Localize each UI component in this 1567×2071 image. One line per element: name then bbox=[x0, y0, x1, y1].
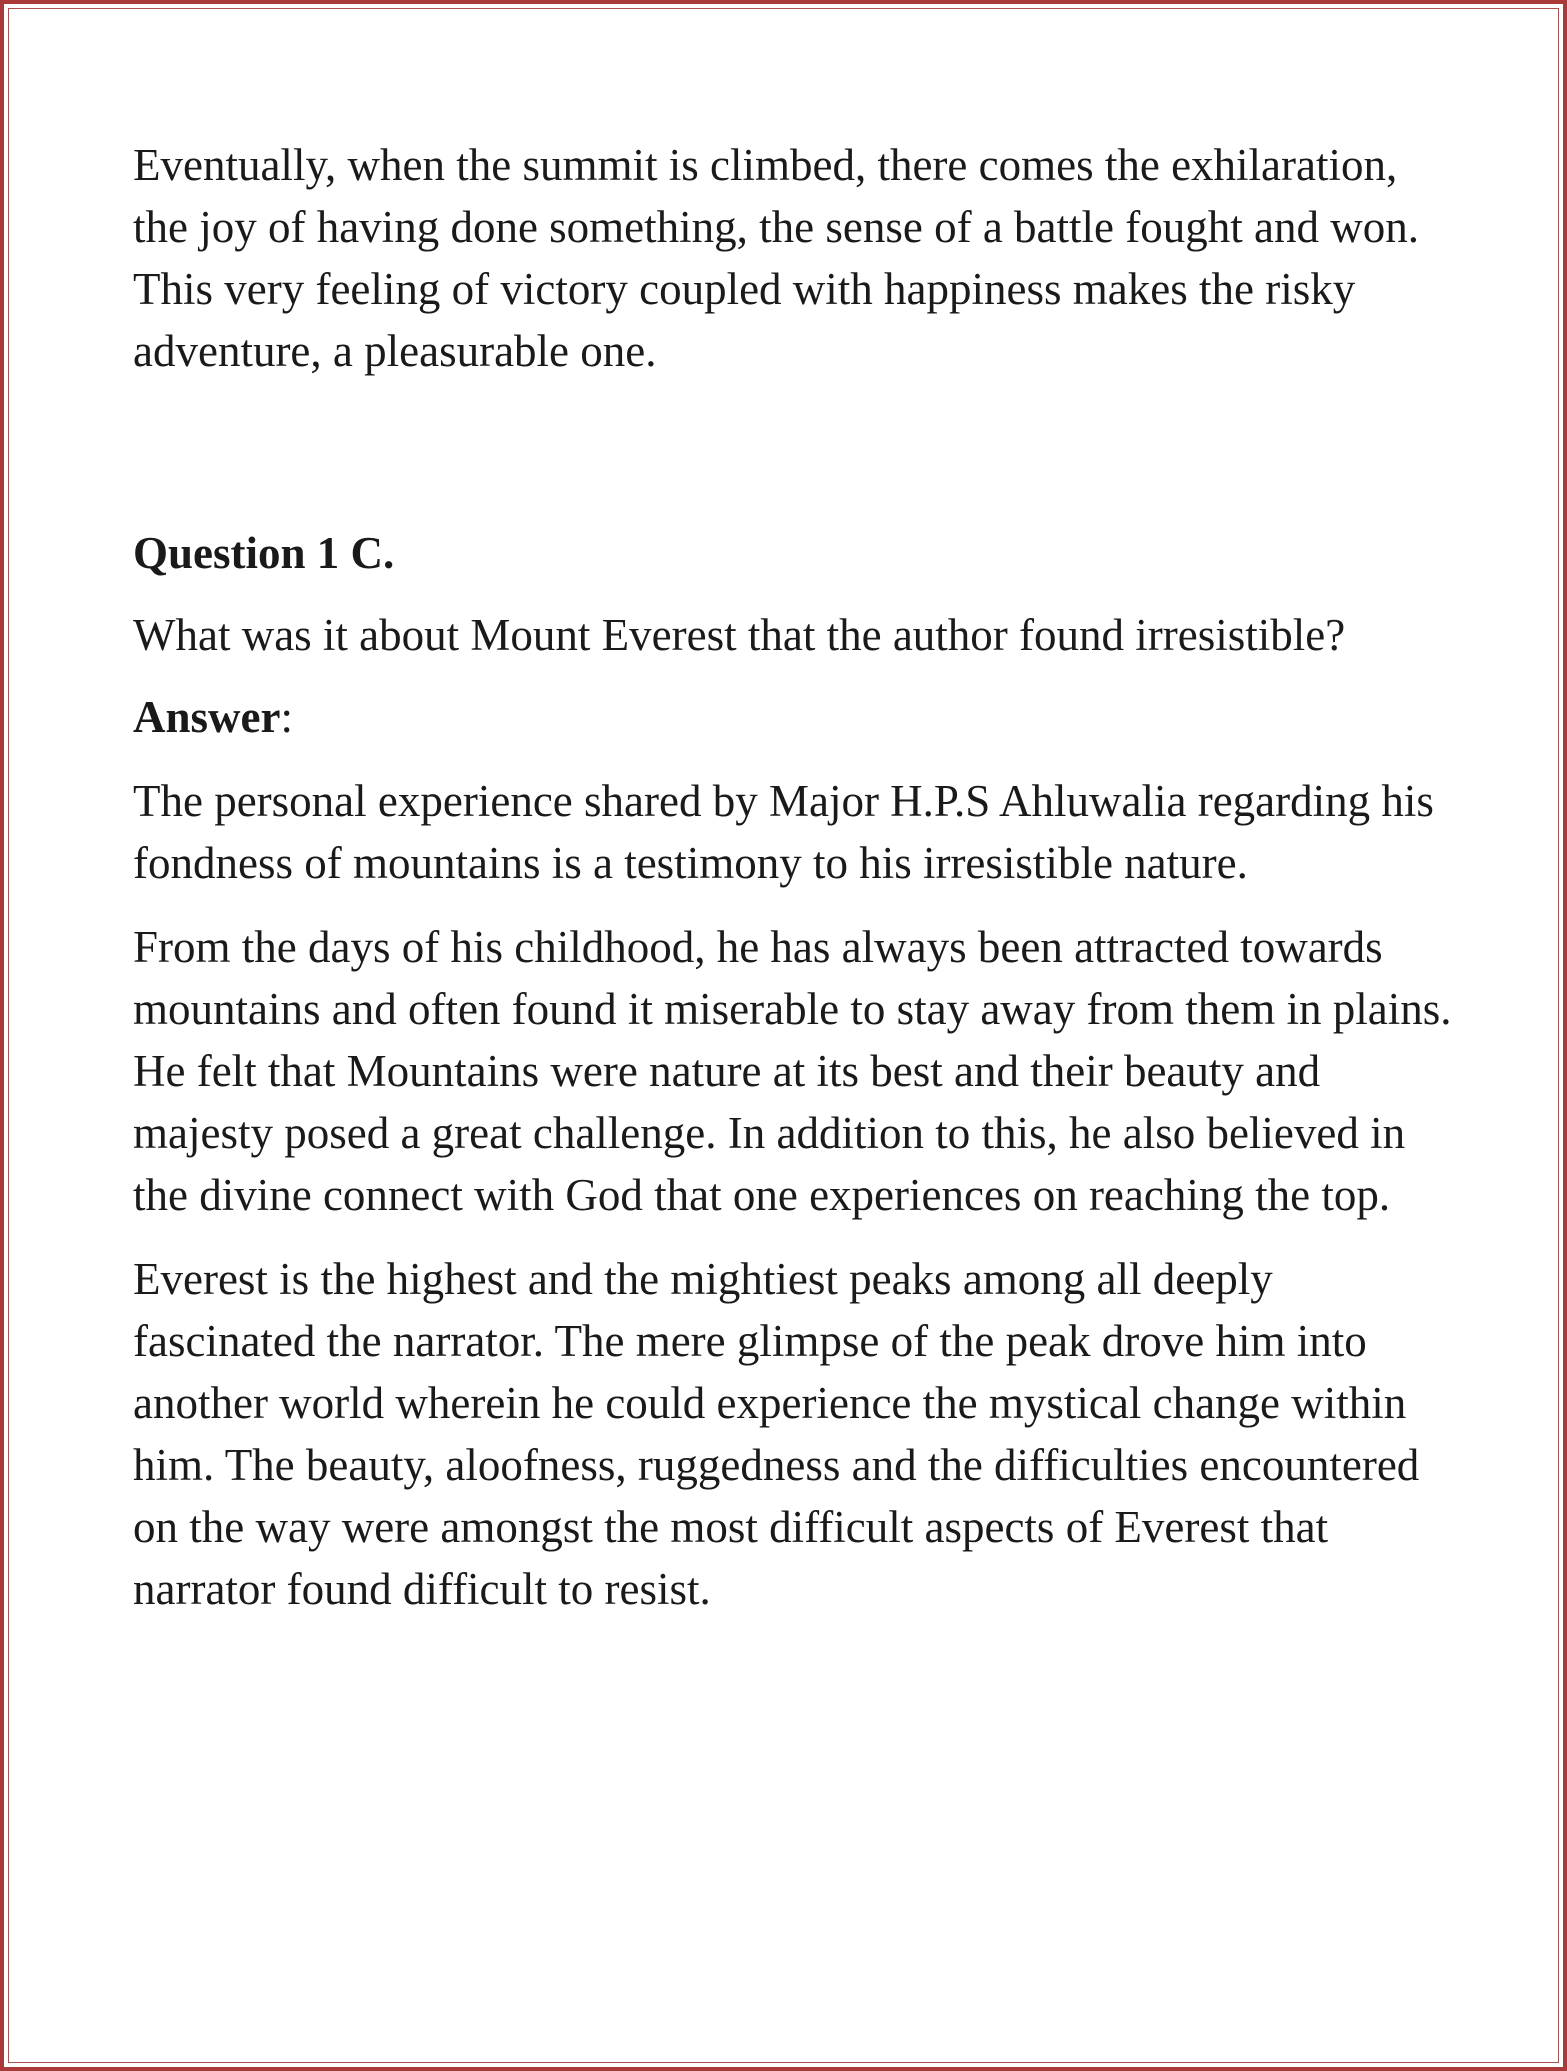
question-heading: Question 1 C. bbox=[133, 528, 395, 578]
answer-label: Answer bbox=[133, 692, 281, 742]
question-text: What was it about Mount Everest that the author found irresistible? bbox=[133, 610, 1346, 660]
answer-paragraph-1: The personal experience shared by Major H.P.S Ahluwalia regarding his fondness of mountains is a testimony to his irresistible nature. bbox=[133, 776, 1434, 888]
answer-paragraph-2: From the days of his childhood, he has always been attracted towards mountains and often found it miserable to stay away from them in plains. He felt that Mountains were nature at its best and their beauty and majesty posed a great challenge. In addition to this, he also believed in the divine connect with God that one experiences on reaching the top. bbox=[133, 922, 1452, 1220]
answer-paragraph-3: Everest is the highest and the mightiest peaks among all deeply fascinated the narrator. The mere glimpse of the peak drove him into another world wherein he could experience the mystical change within him. The beauty, aloofness, ruggedness and the difficulties encountered on the way were amongst the most difficult aspects of Everest that narrator found difficult to resist. bbox=[133, 1254, 1420, 1614]
document-body bbox=[133, 134, 1463, 1642]
intro-paragraph: Eventually, when the summit is climbed, there comes the exhilaration, the joy of having done something, the sense of a battle fought and won. This very feeling of victory coupled with happiness makes the risky adventure, a pleasurable one. bbox=[133, 140, 1419, 376]
answer-colon: : bbox=[280, 692, 293, 742]
answer-heading bbox=[133, 686, 1463, 748]
